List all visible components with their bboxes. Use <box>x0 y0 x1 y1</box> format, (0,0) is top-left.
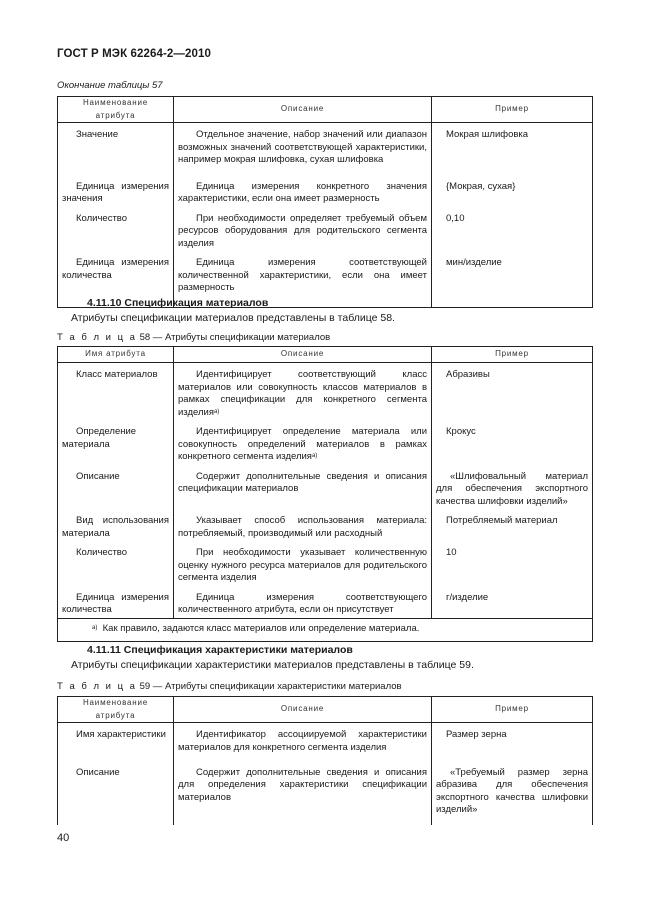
section-heading: 4.11.10 Спецификация материалов <box>87 297 269 309</box>
attr-name: Описание <box>76 766 120 778</box>
footnote-ref: a) <box>213 408 220 415</box>
example-cell: Абразивы <box>432 363 593 421</box>
table-footnote <box>58 619 593 642</box>
example-cell: мин/изделие <box>432 251 593 307</box>
attr-description: Единица измерения конкретного значения характеристики, если она имеет размерность <box>178 180 427 204</box>
table-row <box>58 723 593 761</box>
attr-description: При необходимости указывает количественную оценку нужного ресурса материалов для родительского сегмента изделия <box>178 547 427 583</box>
section-text: Атрибуты спецификации материалов представлены в таблице 58. <box>71 312 395 324</box>
attr-name: Класс материалов <box>76 369 158 380</box>
attr-description: Отдельное значение, набор значений или диапазон возможных значений соответствующей характеристики, например мокрая шлифовка, сухая шлифовка <box>178 129 427 165</box>
attr-cell <box>58 175 174 207</box>
table-row <box>58 363 593 421</box>
attr-description: Содержит дополнительные сведения и описания для определения характеристики спецификации материалов <box>178 766 427 803</box>
attr-description: Содержит дополнительные сведения и описания спецификации материалов <box>178 470 427 494</box>
table-row <box>58 175 593 207</box>
desc-cell <box>174 363 432 421</box>
desc-cell <box>174 123 432 175</box>
attr-cell <box>58 420 174 465</box>
attr-name: Описание <box>76 470 120 482</box>
caption-prefix: Т а б л и ц а <box>57 681 137 692</box>
table-row <box>58 541 593 586</box>
example-text: «Шлифовальный материал для обеспечения экспортного качества шлифовки изделий» <box>436 470 588 507</box>
attr-name: Вид использования материала <box>62 515 169 539</box>
attr-name: Единица измерения количества <box>62 257 169 281</box>
table-row <box>58 761 593 825</box>
attr-description: Единица измерения соответствующего количественного атрибута, если он присутствует <box>178 591 427 615</box>
example-cell: 10 <box>432 541 593 586</box>
section-text: Атрибуты спецификации характеристики материалов представлены в таблице 59. <box>71 659 474 671</box>
attr-name: Количество <box>76 212 128 224</box>
table-row <box>58 586 593 619</box>
caption-prefix: Т а б л и ц а <box>57 332 137 343</box>
attr-cell <box>58 123 174 175</box>
example-cell <box>432 465 593 510</box>
column-header: Описание <box>174 697 432 723</box>
attr-cell <box>58 207 174 252</box>
example-text: «Требуемый размер зерна абразива для обеспечения экспортного качества шлифовки изделий» <box>436 766 588 815</box>
column-header: Пример <box>432 347 593 363</box>
desc-cell <box>174 465 432 510</box>
example-cell: Мокрая шлифовка <box>432 123 593 175</box>
footnote-mark: a) <box>92 625 98 631</box>
attr-name: Имя характеристики <box>76 729 166 740</box>
attr-cell <box>58 723 174 761</box>
example-cell: 0,10 <box>432 207 593 252</box>
table57 <box>57 96 593 308</box>
attr-name: Единица измерения количества <box>62 591 169 615</box>
column-header: Пример <box>432 697 593 723</box>
table-header-row <box>58 347 593 363</box>
table59-caption <box>57 681 402 692</box>
table-row <box>58 465 593 510</box>
attr-cell <box>58 761 174 825</box>
table59 <box>57 696 593 825</box>
table-row <box>58 509 593 541</box>
desc-cell <box>174 420 432 465</box>
desc-cell <box>174 175 432 207</box>
attr-name: Единица измерения значения <box>62 180 169 204</box>
desc-cell <box>174 207 432 252</box>
column-header: Пример <box>432 97 593 123</box>
table58-caption <box>57 332 330 343</box>
example-cell <box>432 761 593 825</box>
caption-text: 58 — Атрибуты спецификации материалов <box>139 332 331 343</box>
table-row <box>58 123 593 175</box>
table57-caption: Окончание таблицы 57 <box>57 80 163 91</box>
footnote-text: Как правило, задаются класс материалов или определение материала. <box>102 623 420 634</box>
example-cell: Размер зерна <box>432 723 593 761</box>
example-cell: Потребляемый материал <box>432 509 593 541</box>
attr-cell <box>58 509 174 541</box>
column-header: Наименование атрибута <box>58 97 174 123</box>
attr-description: Указывает способ использования материала: потребляемый, производимый или расходный <box>178 515 427 539</box>
attr-description: Идентифицирует определение материала или совокупность определений материалов в рамках конкретного сегмента изделия <box>178 426 427 462</box>
desc-cell <box>174 723 432 761</box>
attr-name: Количество <box>76 547 128 558</box>
table-row <box>58 420 593 465</box>
column-header: Имя атрибута <box>58 347 174 363</box>
desc-cell <box>174 541 432 586</box>
attr-cell <box>58 363 174 421</box>
table-header-row <box>58 97 593 123</box>
column-header: Наименование атрибута <box>58 697 174 723</box>
attr-name: Значение <box>76 129 119 140</box>
footnote-ref: a) <box>311 453 318 459</box>
column-header: Описание <box>174 97 432 123</box>
desc-cell <box>174 509 432 541</box>
page-number: 40 <box>57 832 70 844</box>
table58 <box>57 346 593 642</box>
attr-name: Определение материала <box>62 426 137 450</box>
attr-description: Идентифицирует соответствующий класс материалов или совокупность классов материалов в рамках спецификации для конкретного сегмента изделия <box>178 369 427 418</box>
example-cell: {Мокрая, сухая} <box>432 175 593 207</box>
table-row <box>58 207 593 252</box>
table-header-row <box>58 697 593 723</box>
column-header: Описание <box>174 347 432 363</box>
example-cell: г/изделие <box>432 586 593 619</box>
example-cell: Крокус <box>432 420 593 465</box>
attr-cell <box>58 541 174 586</box>
attr-description: Единица измерения соответствующей количественной характеристики, если она имеет размерность <box>178 257 427 293</box>
attr-cell <box>58 586 174 619</box>
desc-cell <box>174 761 432 825</box>
attr-description: При необходимости определяет требуемый объем ресурсов оборудования для родительского сегмента изделия <box>178 212 427 249</box>
section-heading: 4.11.11 Спецификация характеристики материалов <box>87 644 353 656</box>
attr-description: Идентификатор ассоциируемой характеристики материалов для конкретного сегмента изделия <box>178 729 427 753</box>
footnote-cell <box>58 619 593 642</box>
desc-cell <box>174 586 432 619</box>
caption-text: 59 — Атрибуты спецификации характеристики материалов <box>139 681 402 692</box>
attr-cell <box>58 465 174 510</box>
document-header: ГОСТ Р МЭК 62264-2—2010 <box>57 48 211 60</box>
